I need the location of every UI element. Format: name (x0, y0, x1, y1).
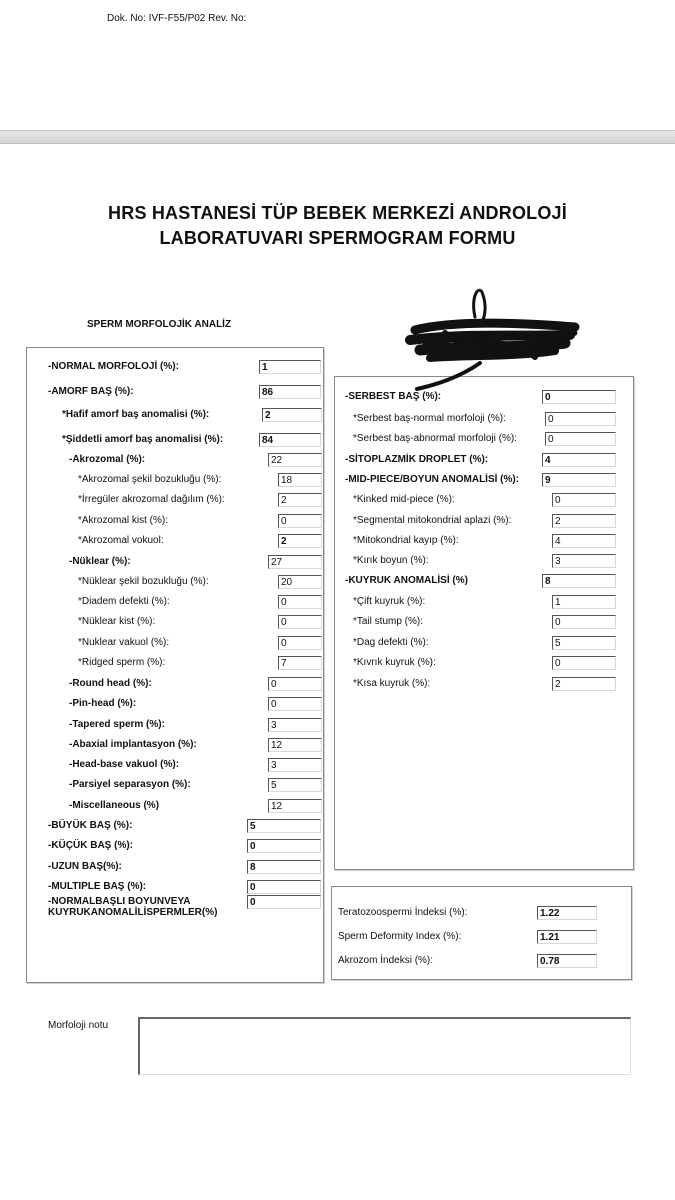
label-text: Akrozom İndeksi (%): (338, 955, 434, 966)
label-text: -KÜÇÜK BAŞ (%): (48, 840, 133, 851)
label-text: -SERBEST BAŞ (%): (345, 391, 442, 402)
field-sperm-deformity-index[interactable]: 1.21 (537, 930, 597, 944)
label-miscellaneous (69, 800, 159, 811)
label-parsiyel-separasyon (69, 779, 191, 790)
label-amorf-bas (48, 386, 134, 397)
field-nuklear-sekil-bozuklugu[interactable]: 20 (278, 575, 322, 589)
field-tail-stump[interactable]: 0 (552, 615, 616, 629)
field-nuklear-kist[interactable]: 0 (278, 615, 322, 629)
label-nuklear (69, 556, 131, 567)
label-nuklear-kist (78, 616, 155, 627)
label-text: *Serbest baş-abnormal morfoloji (%): (353, 433, 517, 444)
label-text: *Akrozomal vokuol: (78, 535, 164, 546)
label-text: *Şiddetli amorf baş anomalisi (%): (62, 434, 224, 445)
label-buyuk-bas (48, 820, 132, 831)
label-text: -Head-base vakuol (%): (69, 759, 180, 770)
label-text: *Dag defekti (%): (353, 637, 429, 648)
label-mid-piece-boyun-anomalisi (345, 474, 519, 485)
label-text: *Nuklear vakuol (%): (78, 637, 170, 648)
field-parsiyel-separasyon[interactable]: 5 (268, 778, 322, 792)
label-head-base-vakuol (69, 759, 179, 770)
label-text: *Ridged sperm (%): (78, 657, 166, 668)
label-diadem-defekti (78, 596, 170, 607)
field-kinked-mid-piece[interactable]: 0 (552, 493, 616, 507)
page-break-divider (0, 130, 675, 144)
field-miscellaneous[interactable]: 12 (268, 799, 322, 813)
field-serbest-bas-abnormal-morfoloji[interactable]: 0 (545, 432, 616, 446)
label-uzun-bas (48, 861, 122, 872)
field-amorf-bas[interactable]: 86 (259, 385, 321, 399)
label-irreguler-akrozomal-dagilim (78, 494, 225, 505)
label-text: -UZUN BAŞ(%): (48, 861, 122, 872)
label-akrozomal-kist (78, 515, 168, 526)
label-kirik-boyun (353, 555, 429, 566)
field-siddetli-amorf-bas-anomalisi[interactable]: 84 (259, 433, 321, 447)
field-akrozom-indeksi[interactable]: 0.78 (537, 954, 597, 968)
redaction-scribble (405, 285, 585, 395)
field-dag-defekti[interactable]: 5 (552, 636, 616, 650)
label-text: *Kinked mid-piece (%): (353, 494, 455, 505)
label-text: -Parsiyel separasyon (%): (69, 779, 191, 790)
field-akrozomal-kist[interactable]: 0 (278, 514, 322, 528)
section-title: SPERM MORFOLOJİK ANALİZ (87, 319, 232, 330)
label-text: -BÜYÜK BAŞ (%): (48, 820, 133, 831)
field-kucuk-bas[interactable]: 0 (247, 839, 321, 853)
field-pin-head[interactable]: 0 (268, 697, 322, 711)
label-text: -Pin-head (%): (69, 698, 137, 709)
label-text: -Round head (%): (69, 678, 152, 689)
label-nuklear-sekil-bozuklugu (78, 576, 209, 587)
field-akrozomal[interactable]: 22 (268, 453, 322, 467)
field-buyuk-bas[interactable]: 5 (247, 819, 321, 833)
label-text: *İrregüler akrozomal dağılım (%): (78, 494, 225, 505)
label-text: -AMORF BAŞ (%): (48, 386, 134, 397)
label-kivrik-kuyruk (353, 657, 436, 668)
label-text: *Nüklear kist (%): (78, 616, 156, 627)
label-text: -MID-PIECE/BOYUN ANOMALİSİ (%): (345, 474, 520, 485)
field-ridged-sperm[interactable]: 7 (278, 656, 322, 670)
label-text: -KUYRUK ANOMALİSİ (%) (345, 575, 468, 586)
field-tapered-sperm[interactable]: 3 (268, 718, 322, 732)
field-irreguler-akrozomal-dagilim[interactable]: 2 (278, 493, 322, 507)
label-serbest-bas (345, 391, 441, 402)
label-text: -MULTIPLE BAŞ (%): (48, 881, 147, 892)
label-nuklear-vakuol (78, 637, 169, 648)
label-text: -Tapered sperm (%): (69, 719, 165, 730)
label-kisa-kuyruk (353, 678, 430, 689)
label-text: *Tail stump (%): (353, 616, 424, 627)
label-text-line-2: KUYRUKANOMALİLİSPERMLER(%) (48, 907, 218, 918)
field-mitokondrial-kayip[interactable]: 4 (552, 534, 616, 548)
label-text: *Diadem defekti (%): (78, 596, 170, 607)
field-multiple-bas[interactable]: 0 (247, 880, 321, 894)
field-uzun-bas[interactable]: 8 (247, 860, 321, 874)
field-cift-kuyruk[interactable]: 1 (552, 595, 616, 609)
label-sitoplazmik-droplet (345, 454, 488, 465)
label-text: Sperm Deformity Index (%): (338, 931, 462, 942)
label-cift-kuyruk (353, 596, 425, 607)
form-title-line-1: HRS HASTANESİ TÜP BEBEK MERKEZİ ANDROLOJİ (108, 203, 567, 223)
label-kinked-mid-piece (353, 494, 455, 505)
field-kuyruk-anomalisi[interactable]: 8 (542, 574, 616, 588)
form-title-line-2: LABORATUVARI SPERMOGRAM FORMU (159, 228, 516, 248)
field-nuklear[interactable]: 27 (268, 555, 322, 569)
label-text: -Akrozomal (%): (69, 454, 146, 465)
field-kisa-kuyruk[interactable]: 2 (552, 677, 616, 691)
label-text: *Hafif amorf baş anomalisi (%): (62, 409, 210, 420)
label-round-head (69, 678, 152, 689)
label-hafif-amorf-bas-anomalisi (62, 409, 209, 420)
label-kucuk-bas (48, 840, 133, 851)
field-serbest-bas[interactable]: 0 (542, 390, 616, 404)
label-ridged-sperm (78, 657, 165, 668)
field-nuklear-vakuol[interactable]: 0 (278, 636, 322, 650)
notes-label: Morfoloji notu (48, 1020, 109, 1031)
label-text: -NORMALBAŞLI BOYUNVEYA (48, 896, 191, 907)
label-text: *Segmental mitokondrial aplazi (%): (353, 515, 512, 526)
label-text: *Çift kuyruk (%): (353, 596, 426, 607)
label-segmental-mitokondrial-aplazi (353, 515, 511, 526)
field-teratozoospermi-indeksi[interactable]: 1.22 (537, 906, 597, 920)
field-head-base-vakuol[interactable]: 3 (268, 758, 322, 772)
label-text: *Mitokondrial kayıp (%): (353, 535, 459, 546)
label-multiple-bas (48, 881, 146, 892)
field-sitoplazmik-droplet[interactable]: 4 (542, 453, 616, 467)
label-akrozom-indeksi (338, 955, 433, 966)
notes-textarea[interactable] (138, 1017, 631, 1075)
label-akrozomal-sekil-bozuklugu (78, 474, 221, 485)
field-round-head[interactable]: 0 (268, 677, 322, 691)
field-normalbasli-boyunveya[interactable]: 0 (247, 895, 321, 909)
label-text: *Kısa kuyruk (%): (353, 678, 431, 689)
field-segmental-mitokondrial-aplazi[interactable]: 2 (552, 514, 616, 528)
label-mitokondrial-kayip (353, 535, 459, 546)
field-kivrik-kuyruk[interactable]: 0 (552, 656, 616, 670)
label-text: -SİTOPLAZMİK DROPLET (%): (345, 454, 489, 465)
label-dag-defekti (353, 637, 429, 648)
field-akrozomal-vokuol[interactable]: 2 (278, 534, 322, 548)
label-text: Teratozoospermi İndeksi (%): (338, 907, 468, 918)
label-text: *Kıvrık kuyruk (%): (353, 657, 436, 668)
field-hafif-amorf-bas-anomalisi[interactable]: 2 (262, 408, 322, 422)
label-text: *Akrozomal kist (%): (78, 515, 169, 526)
label-akrozomal-vokuol (78, 535, 164, 546)
field-serbest-bas-normal-morfoloji[interactable]: 0 (545, 412, 616, 426)
label-serbest-bas-normal-morfoloji (353, 413, 506, 424)
label-text: *Kırık boyun (%): (353, 555, 429, 566)
label-abaxial-implantasyon (69, 739, 197, 750)
label-siddetli-amorf-bas-anomalisi (62, 434, 223, 445)
label-text: -NORMAL MORFOLOJİ (%): (48, 361, 179, 372)
label-text: *Nüklear şekil bozukluğu (%): (78, 576, 209, 587)
label-text: -Miscellaneous (%) (69, 800, 160, 811)
label-text: -Nüklear (%): (69, 556, 131, 567)
document-number: Dok. No: IVF-F55/P02 Rev. No: (107, 13, 247, 24)
field-kirik-boyun[interactable]: 3 (552, 554, 616, 568)
label-tapered-sperm (69, 719, 165, 730)
field-akrozomal-sekil-bozuklugu[interactable]: 18 (278, 473, 322, 487)
field-diadem-defekti[interactable]: 0 (278, 595, 322, 609)
label-teratozoospermi-indeksi (338, 907, 468, 918)
field-normal-morfoloji[interactable]: 1 (259, 360, 321, 374)
label-serbest-bas-abnormal-morfoloji (353, 433, 517, 444)
label-text: *Akrozomal şekil bozukluğu (%): (78, 474, 222, 485)
label-tail-stump (353, 616, 423, 627)
label-pin-head (69, 698, 136, 709)
label-text: *Serbest baş-normal morfoloji (%): (353, 413, 506, 424)
label-akrozomal (69, 454, 145, 465)
label-normalbasli-boyunveya (48, 896, 217, 918)
field-mid-piece-boyun-anomalisi[interactable]: 9 (542, 473, 616, 487)
label-kuyruk-anomalisi (345, 575, 468, 586)
field-abaxial-implantasyon[interactable]: 12 (268, 738, 322, 752)
label-sperm-deformity-index (338, 931, 461, 942)
label-normal-morfoloji (48, 361, 179, 372)
label-text: -Abaxial implantasyon (%): (69, 739, 197, 750)
